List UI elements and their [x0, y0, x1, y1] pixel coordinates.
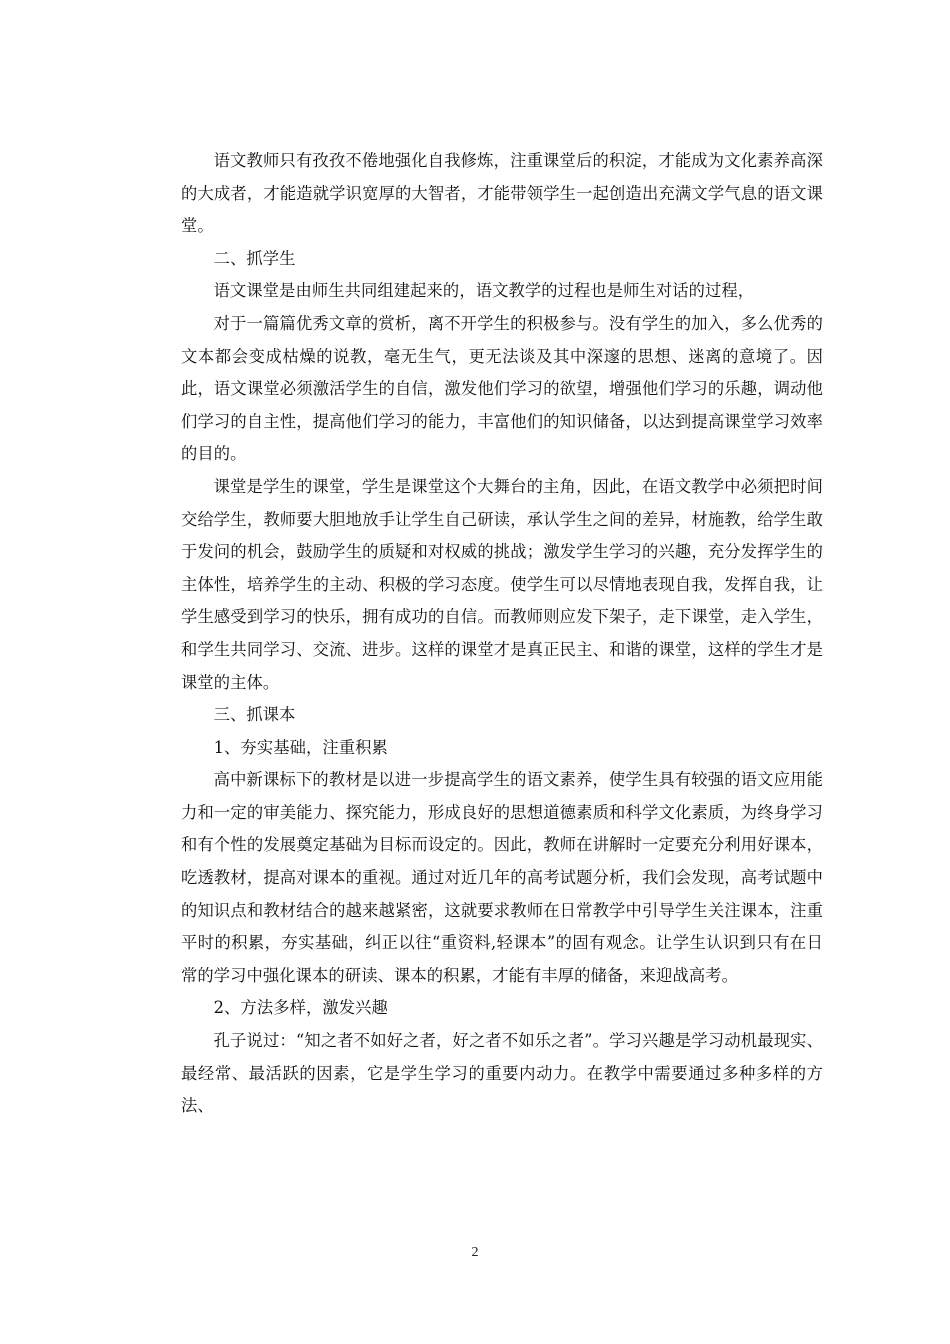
page-number: 2 [471, 1245, 479, 1260]
paragraph-student-participation: 对于一篇篇优秀文章的赏析，离不开学生的积极参与。没有学生的加入，多么优秀的文本都会变成枯燥的说教，毫无生气，更无法谈及其中深邃的思想、迷离的意境了。因此，语文课堂必须激活学生的自信，激发他们学习的欲望，增强他们学习的乐趣，调动他们学习的自主性，提高他们学习的能力，丰富他们的知识储备，以达到提高课堂学习效率的目的。 [181, 313, 823, 464]
paragraph-student-centered-classroom: 课堂是学生的课堂，学生是课堂这个大舞台的主角，因此，在语文教学中必须把时间交给学生，教师要大胆地放手让学生自己研读，承认学生之间的差异，材施教，给学生敢于发问的机会，鼓励学生的质疑和对权威的挑战；激发学生学习的兴趣，充分发挥学生的主体性，培养学生的主动、积极的学习态度。使学生可以尽情地表现自我，发挥自我，让学生感受到学习的快乐，拥有成功的自信。而教师则应发下架子，走下课堂，走入学生，和学生共同学习、交流、进步。这样的课堂才是真正民主、和谐的课堂，这样的学生才是课堂的主体。 [181, 476, 823, 692]
paragraph-teacher-cultivation: 语文教师只有孜孜不倦地强化自我修炼，注重课堂后的积淀，才能成为文化素养高深的大成者，才能造就学识宽厚的大智者，才能带领学生一起创造出充满文学气息的语文课堂。 [181, 151, 823, 236]
paragraph-textbook-importance: 高中新课标下的教材是以进一步提高学生的语文素养，使学生具有较强的语文应用能力和一定的审美能力、探究能力，形成良好的思想道德素质和科学文化素质，为终身学习和有个性的发展奠定基础为目标而设定的。因此，教师在讲解时一定要充分利用好课本，吃透教材，提高对课本的重视。通过对近几年的高考试题分析，我们会发现，高考试题中的知识点和教材结合的越来越紧密，这就要求教师在日常教学中引导学生关注课本，注重平时的积累，夯实基础，纠正以往“重资料,轻课本”的固有观念。让学生认识到只有在日常的学习中强化课本的研读、课本的积累，才能有丰厚的储备，来迎战高考。 [181, 770, 823, 985]
subheading-methods: 2、方法多样，激发兴趣 [213, 998, 388, 1018]
paragraph-interest: 孔子说过：“知之者不如好之者，好之者不如乐之者”。学习兴趣是学习动机最现实、最经常、最活跃的因素，它是学生学习的重要内动力。在教学中需要通过多种多样的方法、 [181, 1031, 823, 1116]
section-heading-textbook: 三、抓课本 [213, 705, 296, 725]
subheading-foundation: 1、夯实基础，注重积累 [213, 737, 388, 757]
section-heading-students: 二、抓学生 [213, 248, 296, 268]
paragraph-classroom-dialogue: 语文课堂是由师生共同组建起来的，语文教学的过程也是师生对话的过程， [213, 281, 755, 301]
document-body [181, 145, 823, 1123]
